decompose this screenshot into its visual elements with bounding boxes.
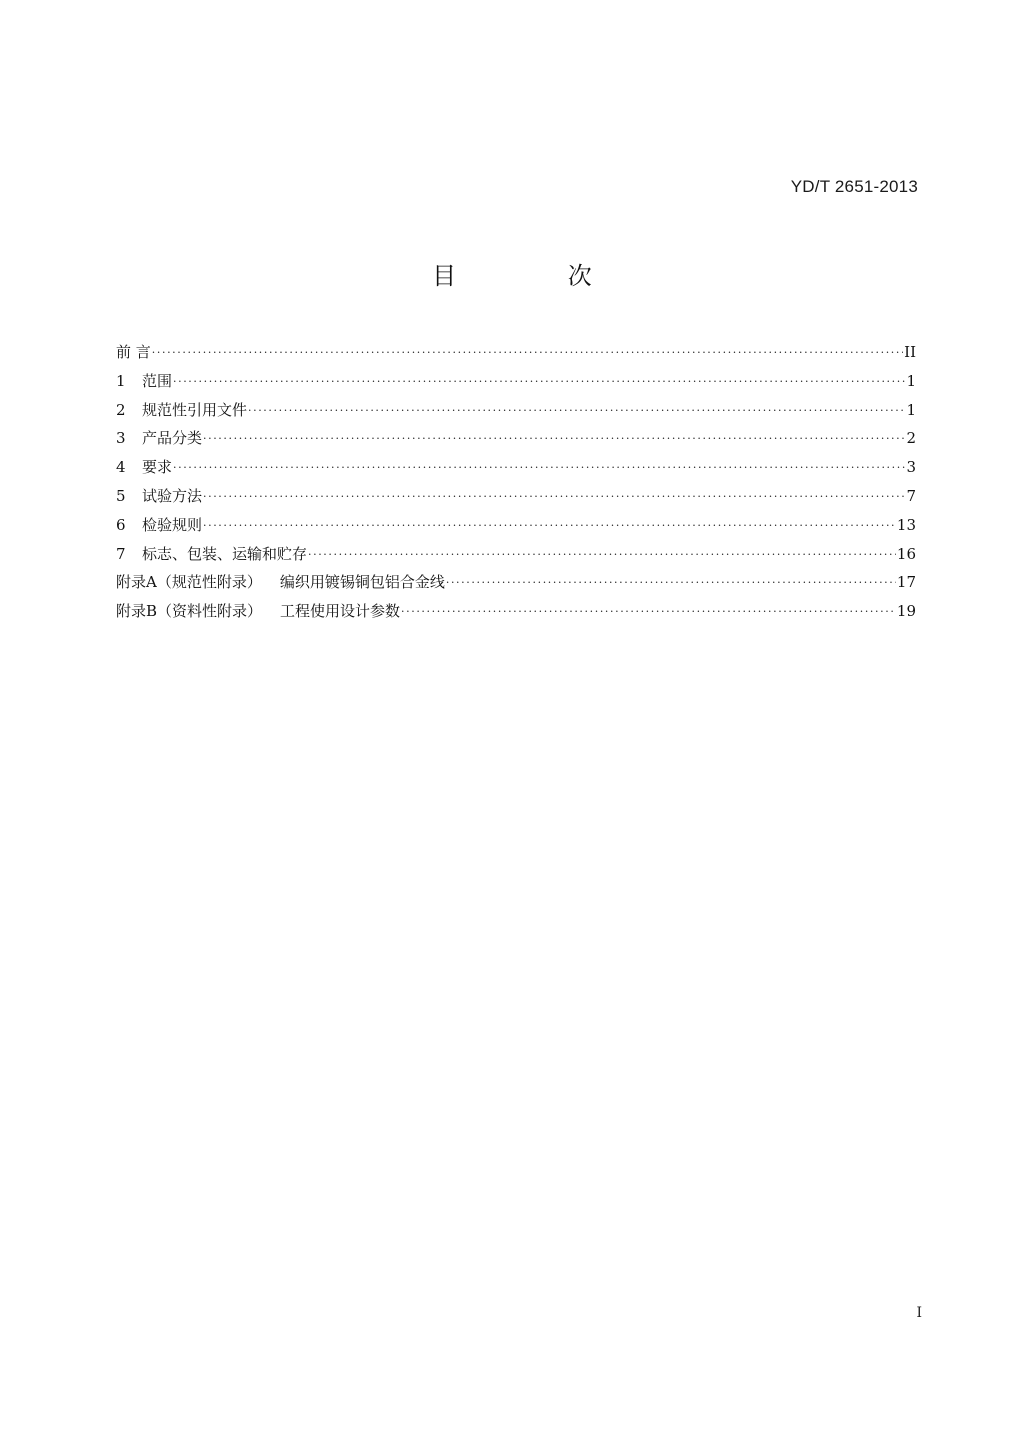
toc-entry-number: 3 bbox=[116, 429, 126, 448]
toc-entry-5[interactable] bbox=[116, 482, 916, 511]
toc-entry-page: 1 bbox=[906, 400, 916, 419]
toc-entry-label: 前 言 bbox=[116, 343, 151, 361]
toc-title: 目 次 bbox=[432, 262, 644, 290]
toc-entry-4[interactable] bbox=[116, 453, 916, 482]
toc-leader-dots bbox=[173, 454, 905, 483]
toc-entry-subtitle: 工程使用设计参数 bbox=[280, 602, 401, 621]
toc-entry-label: 检验规则 bbox=[142, 515, 203, 534]
toc-entry-page: 16 bbox=[896, 544, 916, 563]
toc-entry-6[interactable] bbox=[116, 511, 916, 540]
document-number: YD/T 2651-2013 bbox=[790, 177, 918, 196]
toc-entry-number: 4 bbox=[116, 458, 126, 477]
toc-entry-page: 19 bbox=[896, 602, 916, 621]
page-number: I bbox=[916, 1305, 922, 1321]
toc-leader-dots bbox=[173, 368, 905, 397]
toc-entry-3[interactable] bbox=[116, 424, 916, 453]
toc-entry-page: 13 bbox=[896, 515, 916, 534]
toc-entry-label: 附录A（规范性附录） bbox=[116, 573, 262, 592]
toc-leader-dots bbox=[401, 598, 896, 627]
toc-leader-dots bbox=[152, 339, 903, 368]
toc-entry-label: 附录B（资料性附录） bbox=[116, 602, 263, 621]
toc-entry-page: 17 bbox=[896, 573, 916, 592]
toc-entry-page: 3 bbox=[906, 458, 916, 477]
toc-entry-label: 试验方法 bbox=[142, 486, 203, 505]
toc-entry-foreword[interactable] bbox=[116, 338, 916, 367]
toc-entry-number: 1 bbox=[116, 371, 126, 390]
toc-entry-7[interactable] bbox=[116, 540, 916, 569]
toc-entry-page: 7 bbox=[906, 486, 916, 505]
table-of-contents bbox=[116, 338, 916, 626]
toc-entry-2[interactable] bbox=[116, 396, 916, 425]
toc-entry-label: 范围 bbox=[142, 371, 173, 390]
toc-entry-page: 1 bbox=[906, 371, 916, 390]
toc-entry-page: 2 bbox=[906, 429, 916, 448]
toc-entry-label: 标志、包装、运输和贮存 bbox=[142, 544, 308, 563]
toc-entry-number: 7 bbox=[116, 544, 126, 563]
toc-leader-dots bbox=[446, 569, 896, 598]
toc-entry-appendix-b[interactable] bbox=[116, 597, 916, 626]
toc-leader-dots bbox=[248, 397, 905, 426]
toc-entry-label: 产品分类 bbox=[142, 429, 203, 448]
toc-entry-number: 5 bbox=[116, 486, 126, 505]
toc-entry-page: II bbox=[904, 343, 916, 361]
toc-entry-number: 2 bbox=[116, 400, 126, 419]
toc-leader-dots bbox=[203, 483, 905, 512]
toc-leader-dots bbox=[308, 541, 896, 570]
toc-entry-label: 规范性引用文件 bbox=[142, 400, 248, 419]
toc-entry-number: 6 bbox=[116, 515, 126, 534]
toc-entry-subtitle: 编织用镀锡铜包铝合金线 bbox=[279, 573, 445, 592]
toc-entry-label: 要求 bbox=[142, 458, 173, 477]
toc-leader-dots bbox=[203, 425, 905, 454]
toc-leader-dots bbox=[203, 512, 896, 541]
toc-entry-appendix-a[interactable] bbox=[116, 568, 916, 597]
toc-entry-1[interactable] bbox=[116, 367, 916, 396]
